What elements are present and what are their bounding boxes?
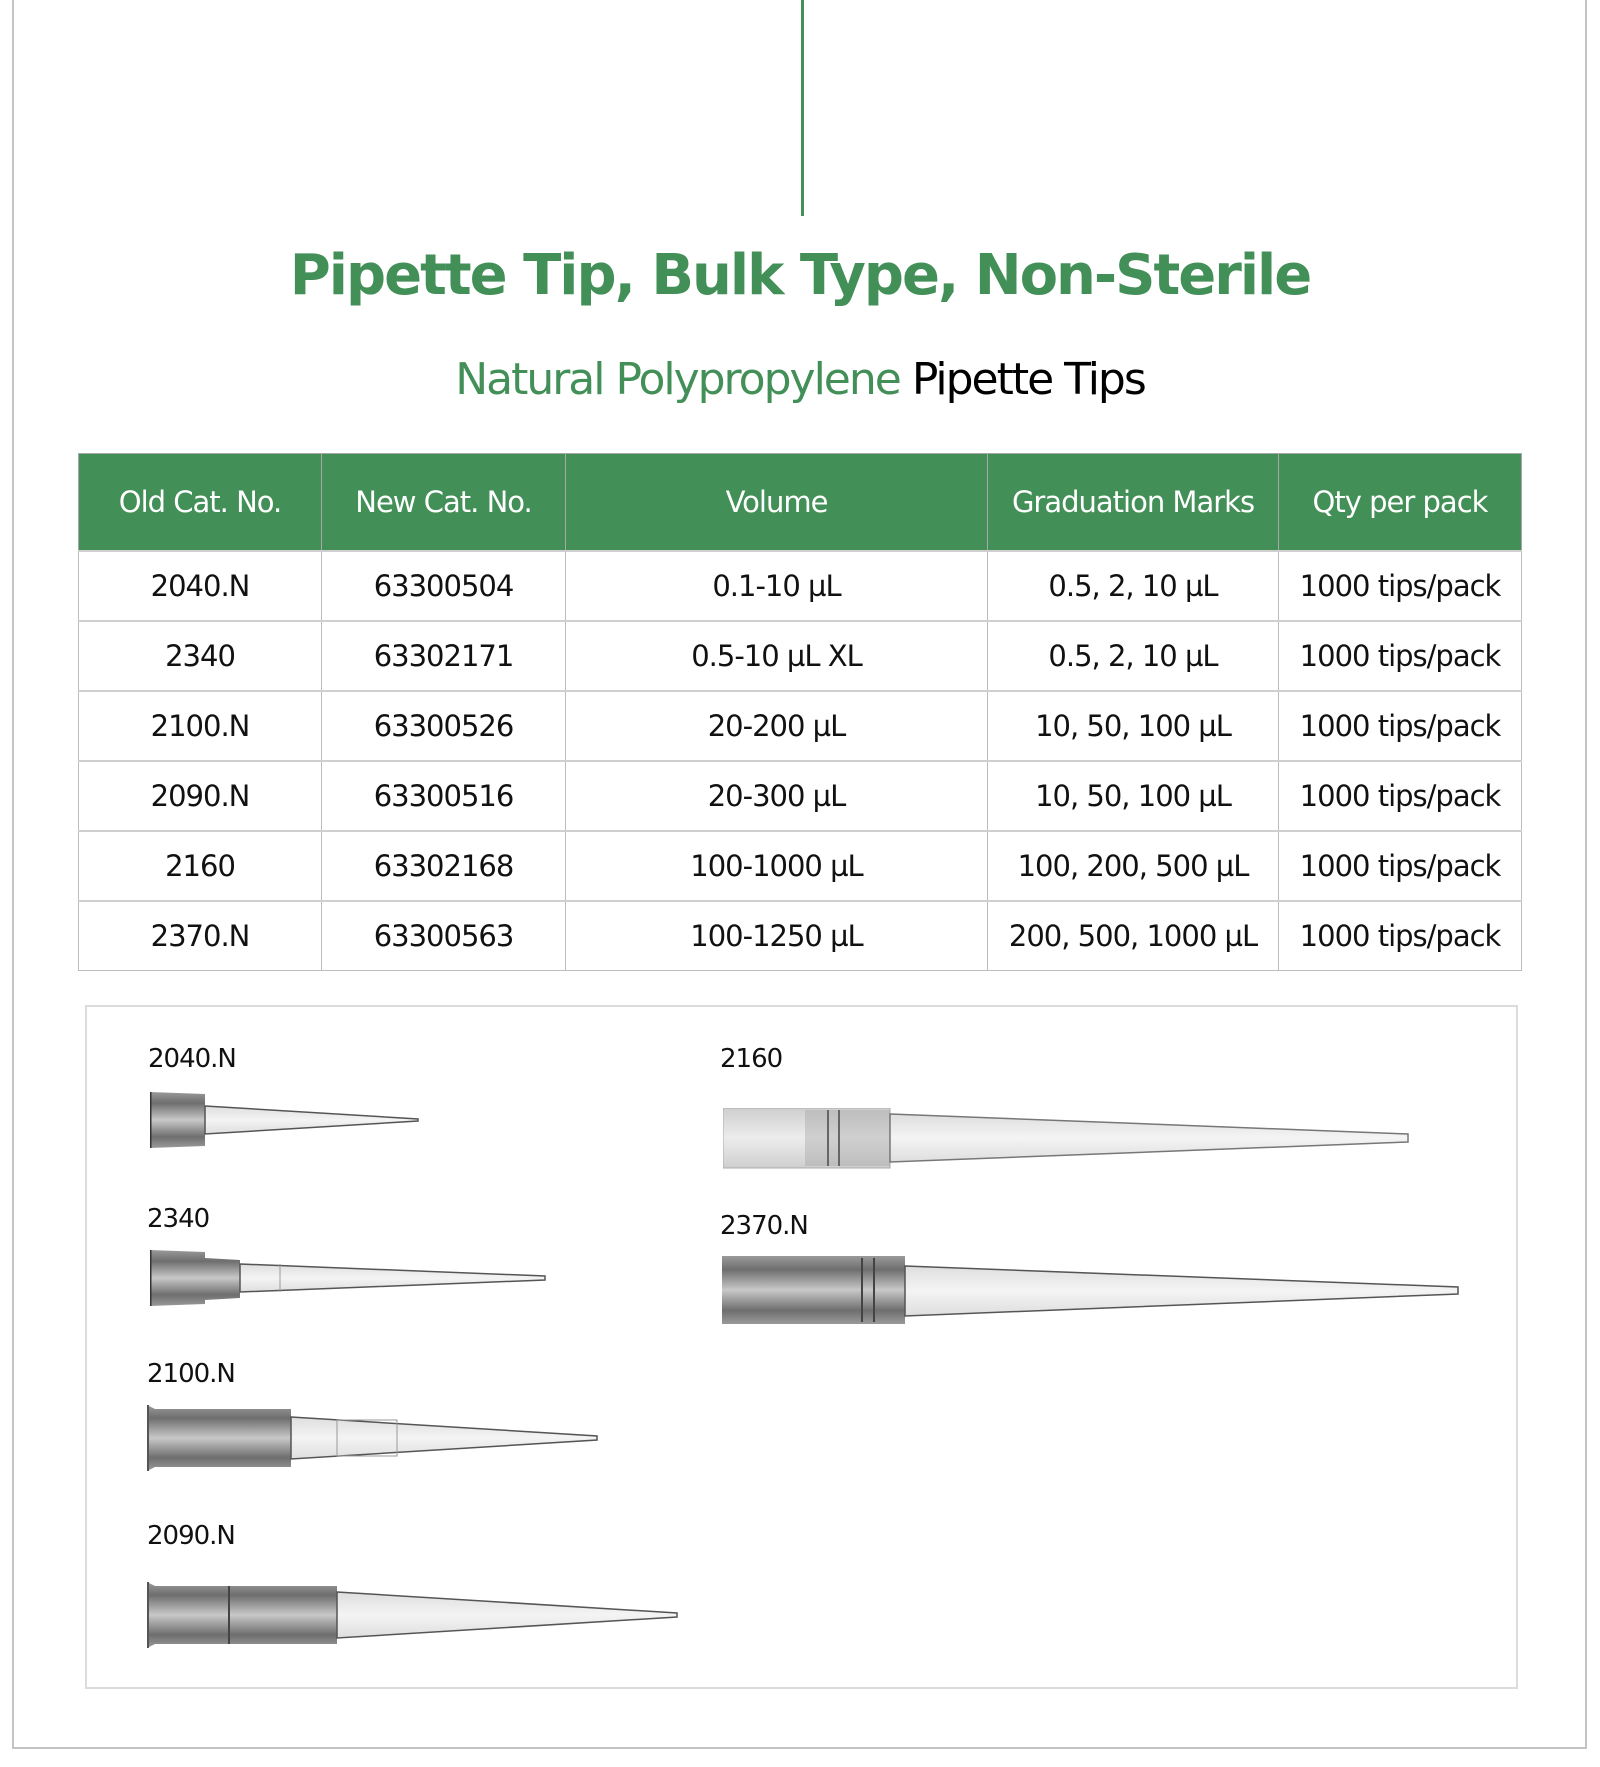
table-row	[79, 831, 1522, 901]
cell-graduation-marks: 10, 50, 100 µL	[988, 761, 1279, 831]
cell-graduation-marks: 100, 200, 500 µL	[988, 831, 1279, 901]
cell-graduation-marks: 200, 500, 1000 µL	[988, 901, 1279, 971]
cell-new-cat-no: 63300516	[322, 761, 566, 831]
tip-label: 2040.N	[148, 1044, 236, 1074]
cell-old-cat-no: 2090.N	[79, 761, 322, 831]
subtitle-product: Pipette Tips	[911, 354, 1145, 405]
pipette-tip-image	[147, 1405, 602, 1471]
cell-qty-per-pack: 1000 tips/pack	[1279, 761, 1522, 831]
table-row	[79, 551, 1522, 621]
pipette-tip-image	[722, 1256, 1462, 1324]
cell-qty-per-pack: 1000 tips/pack	[1279, 831, 1522, 901]
cell-new-cat-no: 63302168	[322, 831, 566, 901]
pipette-tip-image	[147, 1582, 682, 1648]
cell-new-cat-no: 63300504	[322, 551, 566, 621]
cell-old-cat-no: 2040.N	[79, 551, 322, 621]
cell-qty-per-pack: 1000 tips/pack	[1279, 621, 1522, 691]
tip-label: 2090.N	[147, 1521, 235, 1551]
page-subtitle	[0, 350, 1600, 410]
cell-old-cat-no: 2100.N	[79, 691, 322, 761]
cell-graduation-marks: 0.5, 2, 10 µL	[988, 621, 1279, 691]
cell-volume: 20-300 µL	[566, 761, 988, 831]
cell-volume: 0.1-10 µL	[566, 551, 988, 621]
pipette-tip-image	[150, 1092, 420, 1148]
cell-old-cat-no: 2370.N	[79, 901, 322, 971]
column-header-graduation-marks: Graduation Marks	[988, 454, 1279, 552]
cell-qty-per-pack: 1000 tips/pack	[1279, 691, 1522, 761]
tip-label: 2100.N	[147, 1359, 235, 1389]
table-row	[79, 621, 1522, 691]
column-header-new-cat-no: New Cat. No.	[322, 454, 566, 552]
cell-qty-per-pack: 1000 tips/pack	[1279, 901, 1522, 971]
cell-old-cat-no: 2340	[79, 621, 322, 691]
subtitle-material: Natural Polypropylene	[455, 354, 900, 405]
spec-table	[78, 453, 1522, 971]
table-row	[79, 691, 1522, 761]
cell-volume: 100-1000 µL	[566, 831, 988, 901]
table-row	[79, 901, 1522, 971]
cell-qty-per-pack: 1000 tips/pack	[1279, 551, 1522, 621]
tip-label: 2160	[720, 1044, 783, 1074]
page-title: Pipette Tip, Bulk Type, Non-Sterile	[289, 243, 1311, 308]
cell-new-cat-no: 63300563	[322, 901, 566, 971]
column-header-qty-per-pack: Qty per pack	[1279, 454, 1522, 552]
cell-graduation-marks: 10, 50, 100 µL	[988, 691, 1279, 761]
pipette-tip-image	[723, 1108, 1463, 1170]
cell-volume: 20-200 µL	[566, 691, 988, 761]
cell-graduation-marks: 0.5, 2, 10 µL	[988, 551, 1279, 621]
cell-volume: 100-1250 µL	[566, 901, 988, 971]
cell-volume: 0.5-10 µL XL	[566, 621, 988, 691]
cell-new-cat-no: 63300526	[322, 691, 566, 761]
cell-new-cat-no: 63302171	[322, 621, 566, 691]
pipette-tip-image	[150, 1250, 550, 1306]
column-header-old-cat-no: Old Cat. No.	[79, 454, 322, 552]
tip-label: 2340	[147, 1204, 210, 1234]
table-row	[79, 761, 1522, 831]
tip-label: 2370.N	[720, 1211, 808, 1241]
column-header-volume: Volume	[566, 454, 988, 552]
table-header-row	[79, 454, 1522, 552]
cell-old-cat-no: 2160	[79, 831, 322, 901]
decorative-divider-line	[801, 0, 804, 216]
